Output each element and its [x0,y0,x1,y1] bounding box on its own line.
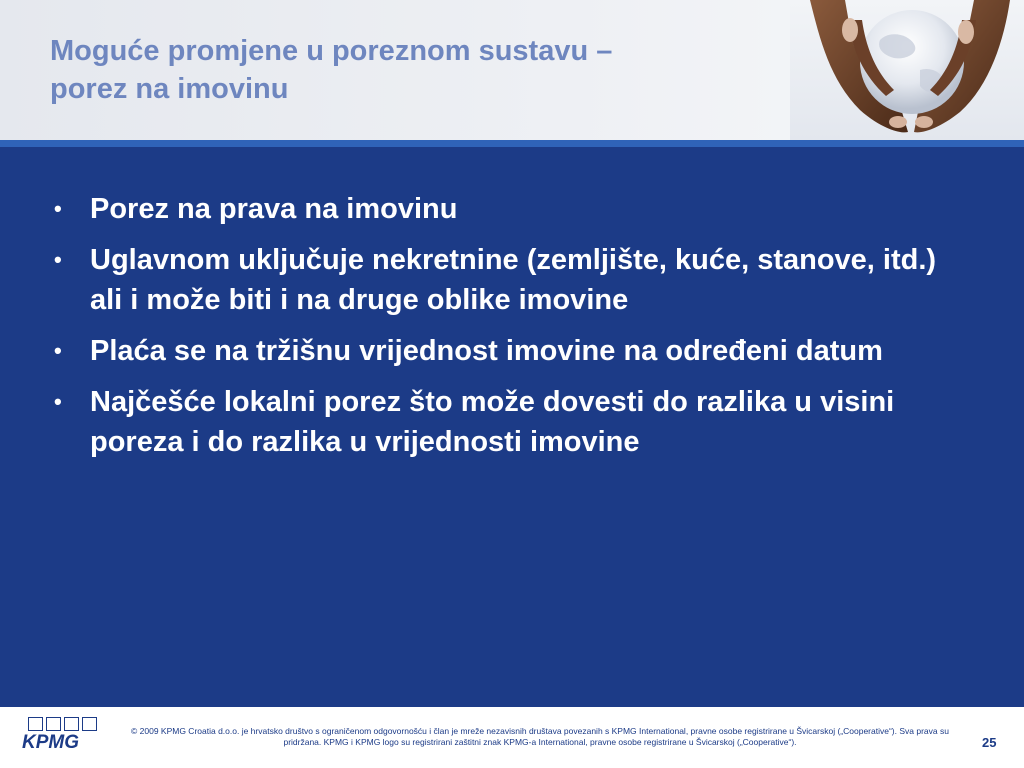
slide-footer [0,707,1024,768]
bullet-text: Porez na prava na imovinu [90,193,458,225]
logo-box [82,717,97,731]
logo-box [28,717,43,731]
slide-title-line-2: porez na imovinu [50,73,289,105]
header-accent-stripe [0,140,1024,147]
bullet-item [50,189,970,229]
slide-header [0,0,1024,140]
slide-content [0,147,1024,707]
legal-notice: © 2009 KPMG Croatia d.o.o. je hrvatsko društvo s ograničenom odgovornošću i član je mreže nezavisnih društava povezanih s KPMG International, pravne osobe registrirane u Švicarskoj („Cooperative“). Sva prava su pridržana. KPMG i KPMG logo su registrirani zaštitni znak KPMG-a International, pravne osobe registrirane u Švicarskoj („Cooperative“). [131,726,949,747]
page-number: 25 [982,735,997,750]
bullet-text: Plaća se na tržišnu vrijednost imovine na određeni datum [90,335,883,367]
bullet-item [50,240,970,320]
bullet-text: Uglavnom uključuje nekretnine (zemljište, kuće, stanove, itd.) ali i može biti i na druge oblike imovine [90,244,937,316]
bullet-marker: • [54,338,62,363]
slide-title-line-1: Moguće promjene u poreznom sustavu – [50,35,613,67]
slide-title [50,32,770,108]
kpmg-logo [22,717,102,761]
bullet-list [50,189,970,473]
bullet-marker: • [54,247,62,272]
bullet-marker: • [54,389,62,414]
bullet-item [50,382,970,462]
bullet-marker: • [54,196,62,221]
bullet-text: Najčešće lokalni porez što može dovesti do razlika u visini poreza i do razlika u vrijednosti imovine [90,386,895,458]
kpmg-logo-text: KPMG [22,732,79,753]
logo-box [64,717,79,731]
kpmg-logo-boxes [28,717,102,731]
bullet-item [50,331,970,371]
hands-holding-globe-icon [790,0,1024,140]
logo-box [46,717,61,731]
